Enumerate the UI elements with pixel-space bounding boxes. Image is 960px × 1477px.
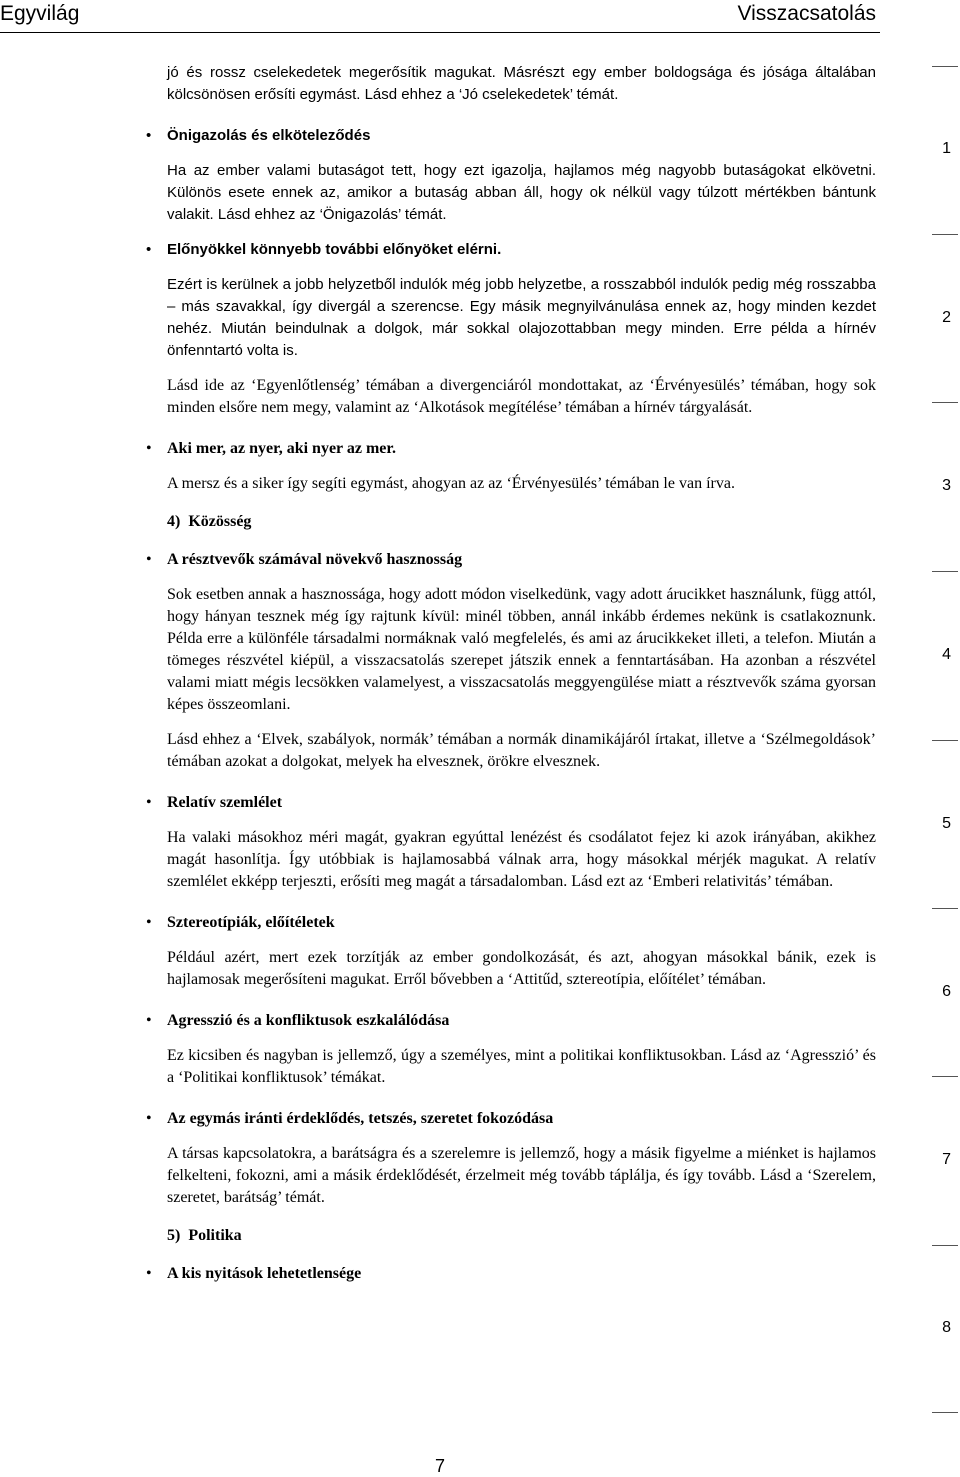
bullet-dot: •	[146, 241, 152, 258]
header-title-right: Visszacsatolás	[737, 2, 876, 25]
bullet-onigazolas	[146, 125, 876, 147]
margin-divider	[932, 234, 958, 235]
page-number: 7	[434, 1456, 445, 1476]
margin-number: 4	[942, 646, 951, 663]
margin-number: 7	[942, 1151, 951, 1168]
section-heading-kozosseg: 4) Közösség	[167, 513, 252, 530]
paragraph-aki-mer: A mersz és a siker így segíti egymást, ahogyan az az ‘Érvényesülés’ témában le van írva.	[167, 475, 735, 492]
bullet-heading: Önigazolás és elköteleződés	[167, 127, 371, 144]
paragraph-relativ: Ha valaki másokhoz méri magát, gyakran egyúttal lenézést és csodálatot fejez ki azok irányában, akikhez magát hasonlítja. Így utóbbiak is hajlamosabbá válnak arra, hogy másokkal mérjék magukat. A relatív szemlélet ekképp terjeszti, erősíti meg magát a társadalomban. Lásd ezt az ‘Emberi relativitás’ témában.	[167, 829, 876, 890]
section-heading-politika: 5) Politika	[167, 1227, 242, 1244]
bullet-heading: Aki mer, az nyer, aki nyer az mer.	[167, 440, 397, 457]
margin-number: 8	[942, 1319, 951, 1336]
bullet-kis-nyitasok	[146, 1263, 876, 1285]
paragraph-resztvevok-1: Sok esetben annak a hasznossága, hogy adott módon viselkedünk, vagy adott árucikket használunk, függ attól, hogy hányan tesznek még így rajtunk kívül: minél többen, annál inkább érdemes nekünk is csatlakoznunk. Példa erre a különféle társadalmi normáknak való megfelelés, és ami az árucikkeket illeti, a telefon. Miután a tömeges részvétel kiépül, a visszacsatolás szerepet játszik ennek a fenntartásában. Ha azonban a részvétel valami miatt mégis lecsökken valamelyest, a visszacsatolás meggyengülése miatt a résztvevők száma gyorsan képes összeomlani.	[167, 586, 876, 713]
margin-number: 1	[942, 140, 951, 157]
bullet-dot: •	[146, 914, 152, 931]
bullet-dot: •	[146, 551, 152, 568]
paragraph-elonyok-1: Ezért is kerülnek a jobb helyzetből indulók még jobb helyzetbe, a rosszabból indulók pedig még rosszabba – más szavakkal, így divergál a szerencse. Egy másik megnyilvánulása ennek az, hogy minden kezdet nehéz. Miután beindulnak a dolgok, már sokkal olajozottabban megy minden. Erre példa a hírnév önfenntartó volta is.	[167, 276, 876, 359]
bullet-dot: •	[146, 1265, 152, 1282]
document-body	[146, 62, 876, 1285]
bullet-resztvevok	[146, 549, 876, 571]
bullet-heading: Előnyökkel könnyebb további előnyöket elérni.	[167, 241, 502, 258]
bullet-dot: •	[146, 440, 152, 457]
bullet-dot: •	[146, 127, 152, 144]
header-title-left: Egyvilág	[0, 2, 80, 25]
paragraph-erdeklodes: A társas kapcsolatokra, a barátságra és a szerelemre is jellemző, hogy a másik figyelme a miénket is hajlamos felkelteni, fokozni, ami a másik érdeklődését, érzelmeit még tovább táplálja, és így tovább. Lásd a ‘Szerelem, szeretet, barátság’ témát.	[167, 1145, 876, 1206]
paragraph-onigazolas: Ha az ember valami butaságot tett, hogy ezt igazolja, hajlamos még nagyobb butaságokat elkövetni. Különös esete ennek az, amikor a butaság abban áll, hogy ok nélkül vagy túlzott mértékben bántunk valakit. Lásd ehhez az ‘Önigazolás’ témát.	[167, 162, 876, 223]
margin-divider	[932, 1412, 958, 1413]
margin-divider	[932, 1076, 958, 1077]
paragraph-sztereotipiak: Például azért, mert ezek torzítják az ember gondolkozását, és azt, ahogyan másokkal bánik, ezek is hajlamosak megerősíteni magukat. Erről bővebben a ‘Attitűd, sztereotípia, előítélet’ témában.	[167, 949, 876, 988]
margin-divider	[932, 66, 958, 67]
bullet-agresszio	[146, 1010, 876, 1032]
margin-divider	[932, 908, 958, 909]
bullet-relativ	[146, 792, 876, 814]
bullet-heading: Az egymás iránti érdeklődés, tetszés, szeretet fokozódása	[167, 1110, 554, 1127]
bullet-dot: •	[146, 794, 152, 811]
margin-divider	[932, 402, 958, 403]
bullet-heading: Agresszió és a konfliktusok eszkalálódása	[167, 1012, 450, 1029]
margin-number: 5	[942, 815, 951, 832]
paragraph-agresszio: Ez kicsiben és nagyban is jellemző, úgy a személyes, mint a politikai konfliktusokban. Lásd az ‘Agresszió’ és a ‘Politikai konfliktusok’ témákat.	[167, 1047, 876, 1086]
margin-divider	[932, 1245, 958, 1246]
paragraph-elonyok-2: Lásd ide az ‘Egyenlőtlenség’ témában a divergenciáról mondottakat, az ‘Érvényesülés’ témában, hogy sok minden elsőre nem megy, valamint az ‘Alkotások megítélése’ témában a hírnév tárgyalását.	[167, 377, 876, 416]
bullet-dot: •	[146, 1110, 152, 1127]
bullet-dot: •	[146, 1012, 152, 1029]
bullet-sztereotipiak	[146, 912, 876, 934]
margin-number: 6	[942, 983, 951, 1000]
bullet-heading: Relatív szemlélet	[167, 794, 283, 811]
bullet-heading: A résztvevők számával növekvő hasznosság	[167, 551, 463, 568]
margin-divider	[932, 740, 958, 741]
margin-number: 2	[942, 309, 951, 326]
page-header	[0, 0, 880, 33]
margin-number: 3	[942, 477, 951, 494]
paragraph-resztvevok-2: Lásd ehhez a ‘Elvek, szabályok, normák’ témában a normák dinamikájáról írtakat, illetve a ‘Szélmegoldások’ témában azokat a dolgokat, melyek ha elvesznek, örökre elvesznek.	[167, 731, 876, 770]
bullet-heading: A kis nyitások lehetetlensége	[167, 1265, 362, 1282]
bullet-elonyok	[146, 239, 876, 261]
bullet-erdeklodes	[146, 1108, 876, 1130]
bullet-heading: Sztereotípiák, előítéletek	[167, 914, 335, 931]
margin-divider	[932, 571, 958, 572]
intro-paragraph: jó és rossz cselekedetek megerősítik magukat. Másrészt egy ember boldogsága és jósága általában kölcsönösen erősíti egymást. Lásd ehhez a ‘Jó cselekedetek’ témát.	[167, 64, 876, 103]
bullet-aki-mer	[146, 438, 876, 460]
